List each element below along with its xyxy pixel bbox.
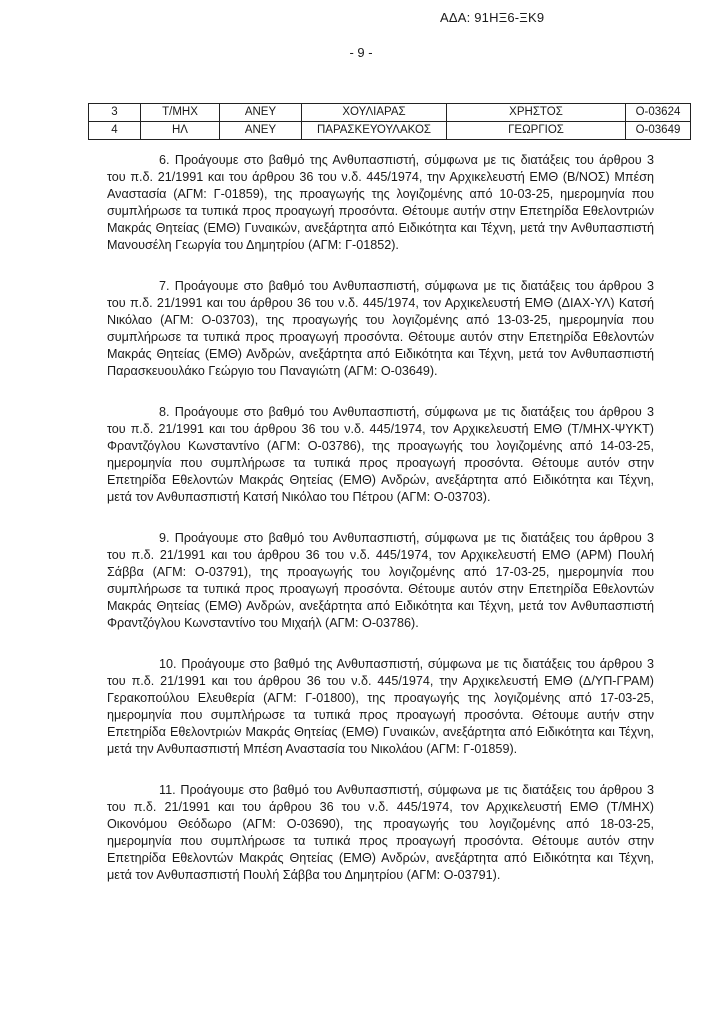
paragraph-text: Προάγουμε στο βαθμό της Ανθυπασπιστή, σύμφωνα με τις διατάξεις του άρθρου 3 του π.δ. 21/1991 και του άρθρου 36 του ν.δ. 445/1974, την Αρχικελευστή ΕΜΘ (Δ/ΥΠ-ΓΡΑΜ) Γερακοπούλου Ελευθερία (ΑΓΜ: Γ-01800), της προαγωγής της λογιζομένης από 17-03-25, ημερομηνία που συμπλήρωσε τα τυπικά προς προαγωγή προσόντα. Θέτουμε αυτήν στην Επετηρίδα Εθελοντριών Μακράς Θητείας (ΕΜΘ) Γυναικών, ανεξάρτητα από Ειδικότητα και Τέχνη, μετά την Ανθυπασπιστή Μπέση Αναστασία του Νικολάου (ΑΓΜ: Γ-01859). (107, 657, 655, 756)
paragraph-8 (107, 404, 654, 506)
table-row (89, 104, 691, 122)
paragraph-10 (107, 656, 654, 758)
table-row (89, 122, 691, 140)
page-number: - 9 - (349, 45, 373, 60)
decision-body (107, 152, 654, 908)
first-name-cell: ΧΡΗΣΤΟΣ (447, 104, 626, 122)
paragraph-9 (107, 530, 654, 632)
paragraph-number: 11. (159, 783, 176, 797)
paragraph-text: Προάγουμε στο βαθμό του Ανθυπασπιστή, σύμφωνα με τις διατάξεις του άρθρου 3 του π.δ. 21/1991 και του άρθρου 36 του ν.δ. 445/1974, τον Αρχικελευστή ΕΜΘ (ΑΡΜ) Πουλή Σάββα (ΑΓΜ: Ο-03791), της προαγωγής του λογιζομένης από 17-03-25, ημερομηνία που συμπλήρωσε τα τυπικά προς προαγωγή προσόντα. Θέτουμε αυτόν στην Επετηρίδα Εθελοντών Μακράς Θητείας (ΕΜΘ) Ανδρών, ανεξάρτητα από Ειδικότητα και Τέχνη, μετά τον Ανθυπασπιστή Φραντζόγλου Κωνσταντίνο του Μιχαήλ (ΑΓΜ: Ο-03786). (107, 531, 654, 630)
paragraph-number: 7. (159, 279, 170, 293)
paragraph-number: 10. (159, 657, 177, 671)
without-cell: ΑΝΕΥ (220, 104, 302, 122)
paragraph-number: 6. (159, 153, 170, 167)
paragraph-text: Προάγουμε στο βαθμό της Ανθυπασπιστή, σύμφωνα με τις διατάξεις του άρθρου 3 του π.δ. 21/1991 και του άρθρου 36 του ν.δ. 445/1974, την Αρχικελευστή ΕΜΘ (Β/ΝΟΣ) Μπέση Αναστασία (ΑΓΜ: Γ-01859), της προαγωγής της λογιζομένης από 10-03-25, ημερομηνία που συμπλήρωσε τα τυπικά προς προαγωγή προσόντα. Θέτουμε αυτήν στην Επετηρίδα Εθελοντριών Μακράς Θητείας (ΕΜΘ) Γυναικών, ανεξάρτητα από Ειδικότητα και Τέχνη, μετά την Ανθυπασπιστή Μανουσέλη Γεωργία του Δημητρίου (ΑΓΜ: Γ-01852). (107, 153, 655, 252)
specialty-cell: Τ/ΜΗΧ (141, 104, 220, 122)
ada-code: ΑΔΑ: 91ΗΞ6-ΞΚ9 (440, 10, 545, 25)
without-cell: ΑΝΕΥ (220, 122, 302, 140)
paragraph-number: 9. (159, 531, 170, 545)
paragraph-text: Προάγουμε στο βαθμό του Ανθυπασπιστή, σύμφωνα με τις διατάξεις του άρθρου 3 του π.δ. 21/1991 και του άρθρου 36 του ν.δ. 445/1974, τον Αρχικελευστή ΕΜΘ (Τ/ΜΗΧ-ΨΥΚΤ) Φραντζόγλου Κωνσταντίνο (ΑΓΜ: Ο-03786), της προαγωγής του λογιζομένης από 14-03-25, ημερομηνία που συμπλήρωσε τα τυπικά προς προαγωγή προσόντα. Θέτουμε αυτόν στην Επετηρίδα Εθελοντών Μακράς Θητείας (ΕΜΘ) Ανδρών, ανεξάρτητα από Ειδικότητα και Τέχνη, μετά τον Ανθυπασπιστή Κατσή Νικόλαο του Πέτρου (ΑΓΜ: Ο-03703). (107, 405, 654, 504)
row-number: 3 (89, 104, 141, 122)
surname-cell: ΠΑΡΑΣΚΕΥΟΥΛΑΚΟΣ (302, 122, 447, 140)
specialty-cell: ΗΛ (141, 122, 220, 140)
paragraph-text: Προάγουμε στο βαθμό του Ανθυπασπιστή, σύμφωνα με τις διατάξεις του άρθρου 3 του π.δ. 21/1991 και του άρθρου 36 του ν.δ. 445/1974, τον Αρχικελευστή ΕΜΘ (Τ/ΜΗΧ) Οικονόμου Θεόδωρο (ΑΓΜ: Ο-03690), της προαγωγής του λογιζομένης από 18-03-25, ημερομηνία που συμπλήρωσε τα τυπικά προς προαγωγή προσόντα. Θέτουμε αυτόν στην Επετηρίδα Εθελοντών Μακράς Θητείας (ΕΜΘ) Ανδρών, ανεξάρτητα από Ειδικότητα και Τέχνη, μετά τον Ανθυπασπιστή Πουλή Σάββα του Δημητρίου (ΑΓΜ: Ο-03791). (107, 783, 655, 882)
paragraph-11 (107, 782, 654, 884)
paragraph-text: Προάγουμε στο βαθμό του Ανθυπασπιστή, σύμφωνα με τις διατάξεις του άρθρου 3 του π.δ. 21/1991 και του άρθρου 36 του ν.δ. 445/1974, τον Αρχικελευστή ΕΜΘ (ΔΙΑΧ-ΥΛ) Κατσή Νικόλαο (ΑΓΜ: Ο-03703), της προαγωγής του λογιζομένης από 13-03-25, ημερομηνία που συμπλήρωσε τα τυπικά προς προαγωγή προσόντα. Θέτουμε αυτόν στην Επετηρίδα Εθελοντών Μακράς Θητείας (ΕΜΘ) Ανδρών, ανεξάρτητα από Ειδικότητα και Τέχνη, μετά τον Ανθυπασπιστή Παρασκευουλάκο Γεώργιο του Παναγιώτη (ΑΓΜ: Ο-03649). (107, 279, 654, 378)
surname-cell: ΧΟΥΛΙΑΡΑΣ (302, 104, 447, 122)
paragraph-number: 8. (159, 405, 170, 419)
row-number: 4 (89, 122, 141, 140)
agm-cell: Ο-03624 (626, 104, 691, 122)
agm-cell: Ο-03649 (626, 122, 691, 140)
paragraph-6 (107, 152, 654, 254)
paragraph-7 (107, 278, 654, 380)
first-name-cell: ΓΕΩΡΓΙΟΣ (447, 122, 626, 140)
promotion-table (88, 103, 691, 140)
